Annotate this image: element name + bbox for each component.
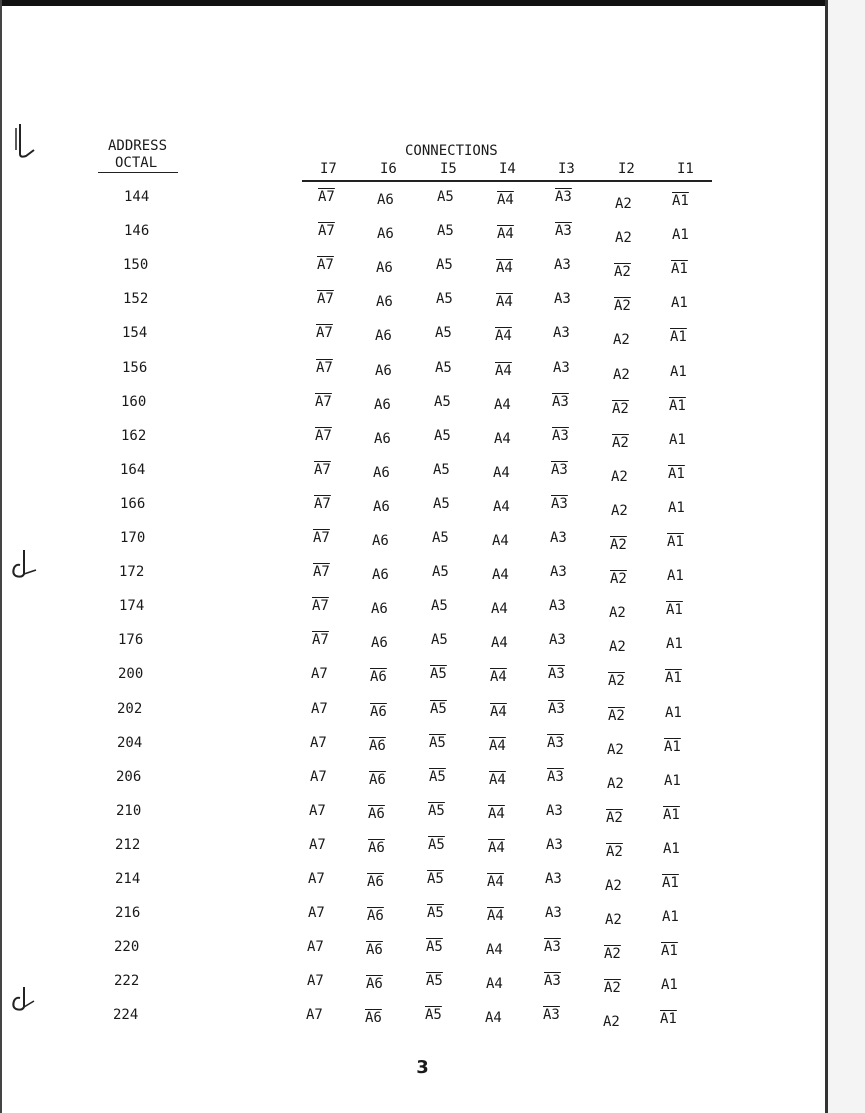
connection-cell-i1: A1 — [665, 705, 682, 721]
address-header-underline — [98, 172, 178, 173]
connection-cell-i5-inverted: A5 — [428, 837, 445, 853]
connection-cell-i1-inverted: A1 — [666, 602, 683, 618]
connection-cell-i3: A3 — [553, 325, 570, 341]
connection-cell-i1: A1 — [664, 773, 681, 789]
address-octal-cell: 222 — [114, 973, 140, 989]
connection-cell-i6: A6 — [374, 397, 391, 413]
connection-cell-i6-inverted: A6 — [365, 1010, 382, 1026]
connection-cell-i1: A1 — [671, 295, 688, 311]
connection-cell-i7: A7 — [311, 666, 328, 682]
address-octal-cell: 212 — [115, 837, 141, 853]
connection-cell-i2: A2 — [605, 912, 622, 928]
connection-cell-i2: A2 — [611, 503, 628, 519]
table-row — [0, 631, 820, 661]
connection-cell-i4-inverted: A4 — [490, 669, 507, 685]
address-octal-cell: 206 — [116, 769, 142, 785]
table-row — [0, 802, 820, 832]
connection-cell-i6: A6 — [377, 226, 394, 242]
connection-cell-i7-inverted: A7 — [316, 360, 333, 376]
binder-hole-mark-icon — [6, 120, 36, 162]
table-row — [0, 188, 820, 218]
table-row — [0, 870, 820, 900]
connection-cell-i6: A6 — [372, 533, 389, 549]
connection-cell-i5-inverted: A5 — [429, 769, 446, 785]
connection-cell-i7-inverted: A7 — [314, 462, 331, 478]
connection-cell-i4: A4 — [494, 431, 511, 447]
connection-cell-i5: A5 — [432, 564, 449, 580]
connection-cell-i5: A5 — [436, 257, 453, 273]
table-row — [0, 734, 820, 764]
connection-cell-i7: A7 — [308, 871, 325, 887]
connection-cell-i3: A3 — [549, 598, 566, 614]
column-header-i6: I6 — [380, 161, 397, 177]
address-octal-cell: 156 — [122, 360, 148, 376]
connection-cell-i7-inverted: A7 — [313, 530, 330, 546]
address-octal-cell: 224 — [113, 1007, 139, 1023]
connection-cell-i2: A2 — [609, 605, 626, 621]
address-octal-cell: 144 — [124, 189, 150, 205]
table-row — [0, 393, 820, 423]
connection-cell-i2: A2 — [613, 367, 630, 383]
connection-cell-i4: A4 — [494, 397, 511, 413]
table-row — [0, 563, 820, 593]
connection-cell-i2: A2 — [607, 776, 624, 792]
address-octal-cell: 172 — [119, 564, 145, 580]
connection-cell-i2: A2 — [613, 332, 630, 348]
connection-cell-i3: A3 — [546, 803, 563, 819]
connection-cell-i4: A4 — [486, 942, 503, 958]
connection-cell-i1-inverted: A1 — [672, 193, 689, 209]
connection-cell-i7-inverted: A7 — [312, 632, 329, 648]
connection-cell-i5: A5 — [437, 189, 454, 205]
table-row — [0, 529, 820, 559]
address-octal-cell: 202 — [117, 701, 143, 717]
connection-cell-i3: A3 — [545, 905, 562, 921]
connection-cell-i5-inverted: A5 — [430, 701, 447, 717]
connection-cell-i4: A4 — [485, 1010, 502, 1026]
connection-cell-i6-inverted: A6 — [368, 806, 385, 822]
connection-cell-i1-inverted: A1 — [664, 739, 681, 755]
connection-cell-i1-inverted: A1 — [661, 943, 678, 959]
table-row — [0, 359, 820, 389]
connection-cell-i3: A3 — [553, 360, 570, 376]
table-row — [0, 700, 820, 730]
connection-cell-i2-inverted: A2 — [604, 980, 621, 996]
connection-cell-i6-inverted: A6 — [370, 669, 387, 685]
connection-cell-i3-inverted: A3 — [547, 769, 564, 785]
connection-cell-i3-inverted: A3 — [551, 462, 568, 478]
connection-cell-i1: A1 — [672, 227, 689, 243]
connection-cell-i6: A6 — [376, 260, 393, 276]
connection-cell-i1: A1 — [669, 432, 686, 448]
connection-cell-i6: A6 — [371, 601, 388, 617]
connection-cell-i2-inverted: A2 — [608, 708, 625, 724]
connection-cell-i3-inverted: A3 — [555, 223, 572, 239]
table-row — [0, 972, 820, 1002]
connection-cell-i6: A6 — [373, 499, 390, 515]
connection-cell-i4: A4 — [492, 533, 509, 549]
connection-cell-i2-inverted: A2 — [606, 844, 623, 860]
connection-cell-i7: A7 — [310, 735, 327, 751]
connection-cell-i6: A6 — [375, 328, 392, 344]
table-row — [0, 324, 820, 354]
connection-cell-i2: A2 — [615, 196, 632, 212]
connection-cell-i5: A5 — [432, 530, 449, 546]
connection-cell-i4-inverted: A4 — [495, 363, 512, 379]
connection-cell-i5: A5 — [435, 360, 452, 376]
connection-cell-i3-inverted: A3 — [548, 701, 565, 717]
connection-cell-i3: A3 — [550, 564, 567, 580]
connection-cell-i5-inverted: A5 — [426, 939, 443, 955]
connection-cell-i7: A7 — [310, 769, 327, 785]
connection-cell-i1-inverted: A1 — [665, 670, 682, 686]
connection-cell-i7: A7 — [309, 803, 326, 819]
connection-cell-i5-inverted: A5 — [426, 973, 443, 989]
connection-cell-i5: A5 — [434, 428, 451, 444]
connection-cell-i4-inverted: A4 — [495, 328, 512, 344]
connection-cell-i5: A5 — [431, 632, 448, 648]
connection-cell-i5-inverted: A5 — [429, 735, 446, 751]
connection-cell-i6-inverted: A6 — [370, 704, 387, 720]
connection-cell-i2-inverted: A2 — [614, 298, 631, 314]
connection-cell-i7: A7 — [307, 939, 324, 955]
octal-header: OCTAL — [115, 155, 158, 171]
connection-cell-i2: A2 — [609, 639, 626, 655]
connection-cell-i6-inverted: A6 — [366, 976, 383, 992]
connection-cell-i4-inverted: A4 — [487, 908, 504, 924]
connection-cell-i1-inverted: A1 — [662, 875, 679, 891]
connection-cell-i4: A4 — [491, 635, 508, 651]
connection-cell-i3: A3 — [545, 871, 562, 887]
table-row — [0, 904, 820, 934]
connection-cell-i3-inverted: A3 — [555, 189, 572, 205]
connection-cell-i2: A2 — [605, 878, 622, 894]
address-header: ADDRESS — [108, 138, 168, 154]
address-octal-cell: 214 — [115, 871, 141, 887]
scan-margin-strip — [828, 0, 865, 1113]
address-octal-cell: 170 — [120, 530, 146, 546]
address-octal-cell: 220 — [114, 939, 140, 955]
connection-cell-i4: A4 — [486, 976, 503, 992]
connection-cell-i1: A1 — [663, 841, 680, 857]
connection-cell-i2: A2 — [615, 230, 632, 246]
connection-cell-i4: A4 — [492, 567, 509, 583]
connection-cell-i7-inverted: A7 — [313, 564, 330, 580]
connection-cell-i3-inverted: A3 — [547, 735, 564, 751]
connection-cell-i5-inverted: A5 — [425, 1007, 442, 1023]
address-octal-cell: 216 — [115, 905, 141, 921]
connection-cell-i1-inverted: A1 — [668, 466, 685, 482]
connection-cell-i7-inverted: A7 — [316, 325, 333, 341]
connection-cell-i7: A7 — [308, 905, 325, 921]
address-octal-cell: 162 — [121, 428, 147, 444]
connection-cell-i4-inverted: A4 — [489, 738, 506, 754]
connection-cell-i2: A2 — [611, 469, 628, 485]
connection-cell-i6: A6 — [377, 192, 394, 208]
connection-cell-i4: A4 — [493, 465, 510, 481]
connection-cell-i5: A5 — [434, 394, 451, 410]
connection-cell-i1-inverted: A1 — [669, 398, 686, 414]
connection-cell-i7-inverted: A7 — [317, 257, 334, 273]
connection-cell-i4-inverted: A4 — [488, 840, 505, 856]
connection-cell-i2-inverted: A2 — [610, 571, 627, 587]
address-octal-cell: 164 — [120, 462, 146, 478]
connection-cell-i4-inverted: A4 — [497, 192, 514, 208]
connection-cell-i1: A1 — [662, 909, 679, 925]
connection-cell-i1-inverted: A1 — [663, 807, 680, 823]
connection-cell-i5-inverted: A5 — [430, 666, 447, 682]
table-row — [0, 461, 820, 491]
connection-cell-i3-inverted: A3 — [552, 394, 569, 410]
connection-cell-i6-inverted: A6 — [367, 908, 384, 924]
connection-cell-i7-inverted: A7 — [318, 223, 335, 239]
address-octal-cell: 166 — [120, 496, 146, 512]
table-row — [0, 938, 820, 968]
connection-cell-i3: A3 — [554, 257, 571, 273]
connection-cell-i3-inverted: A3 — [552, 428, 569, 444]
connection-cell-i5: A5 — [437, 223, 454, 239]
address-octal-cell: 174 — [119, 598, 145, 614]
table-row — [0, 290, 820, 320]
connection-cell-i3-inverted: A3 — [543, 1007, 560, 1023]
connection-cell-i2-inverted: A2 — [612, 401, 629, 417]
connection-cell-i2-inverted: A2 — [604, 946, 621, 962]
connection-cell-i6-inverted: A6 — [369, 738, 386, 754]
connection-cell-i6: A6 — [374, 431, 391, 447]
column-header-i5: I5 — [440, 161, 457, 177]
table-row — [0, 836, 820, 866]
address-octal-cell: 176 — [118, 632, 144, 648]
connection-cell-i3-inverted: A3 — [544, 939, 561, 955]
address-octal-cell: 200 — [118, 666, 144, 682]
connection-cell-i1-inverted: A1 — [660, 1011, 677, 1027]
connection-cell-i7: A7 — [309, 837, 326, 853]
address-octal-cell: 150 — [123, 257, 149, 273]
connection-cell-i3: A3 — [546, 837, 563, 853]
connection-cell-i4-inverted: A4 — [490, 704, 507, 720]
connection-cell-i5: A5 — [435, 325, 452, 341]
connection-cell-i7: A7 — [311, 701, 328, 717]
address-octal-cell: 146 — [124, 223, 150, 239]
table-row — [0, 256, 820, 286]
table-row — [0, 1006, 820, 1036]
connection-cell-i7-inverted: A7 — [314, 496, 331, 512]
connection-cell-i4: A4 — [493, 499, 510, 515]
connection-cell-i1: A1 — [670, 364, 687, 380]
connection-cell-i7-inverted: A7 — [312, 598, 329, 614]
connection-cell-i1-inverted: A1 — [667, 534, 684, 550]
connection-cell-i2-inverted: A2 — [608, 673, 625, 689]
connection-cell-i7-inverted: A7 — [315, 428, 332, 444]
table-row — [0, 665, 820, 695]
column-header-i7: I7 — [320, 161, 337, 177]
connection-cell-i5-inverted: A5 — [427, 871, 444, 887]
connection-cell-i2: A2 — [607, 742, 624, 758]
column-header-i3: I3 — [558, 161, 575, 177]
connection-cell-i7-inverted: A7 — [315, 394, 332, 410]
connection-cell-i5: A5 — [436, 291, 453, 307]
connection-cell-i2-inverted: A2 — [614, 264, 631, 280]
connection-cell-i2-inverted: A2 — [610, 537, 627, 553]
address-octal-cell: 210 — [116, 803, 142, 819]
table-row — [0, 427, 820, 457]
connection-cell-i4-inverted: A4 — [487, 874, 504, 890]
connection-cell-i3-inverted: A3 — [548, 666, 565, 682]
connection-cell-i5: A5 — [431, 598, 448, 614]
connection-cell-i6-inverted: A6 — [367, 874, 384, 890]
connection-cell-i5-inverted: A5 — [427, 905, 444, 921]
connection-cell-i3: A3 — [554, 291, 571, 307]
connection-cell-i7-inverted: A7 — [317, 291, 334, 307]
top-border-rule — [0, 0, 825, 6]
connection-cell-i4-inverted: A4 — [497, 226, 514, 242]
connection-cell-i1: A1 — [667, 568, 684, 584]
connection-cell-i3-inverted: A3 — [544, 973, 561, 989]
connection-cell-i2-inverted: A2 — [612, 435, 629, 451]
connection-cell-i4-inverted: A4 — [496, 294, 513, 310]
connection-cell-i6: A6 — [371, 635, 388, 651]
address-octal-cell: 204 — [117, 735, 143, 751]
connections-header: CONNECTIONS — [405, 143, 498, 159]
connection-cell-i4: A4 — [491, 601, 508, 617]
connection-cell-i3: A3 — [550, 530, 567, 546]
address-octal-cell: 152 — [123, 291, 149, 307]
connection-cell-i6-inverted: A6 — [368, 840, 385, 856]
connection-cell-i5: A5 — [433, 496, 450, 512]
table-row — [0, 597, 820, 627]
column-header-i4: I4 — [499, 161, 516, 177]
connection-cell-i2: A2 — [603, 1014, 620, 1030]
connection-cell-i1-inverted: A1 — [670, 329, 687, 345]
connection-cell-i1: A1 — [661, 977, 678, 993]
address-octal-cell: 154 — [122, 325, 148, 341]
page-number: 3 — [416, 1057, 429, 1078]
connection-cell-i5-inverted: A5 — [428, 803, 445, 819]
connection-cell-i1: A1 — [666, 636, 683, 652]
connection-cell-i3: A3 — [549, 632, 566, 648]
connections-header-underline — [302, 180, 712, 182]
table-row — [0, 495, 820, 525]
connection-cell-i6-inverted: A6 — [366, 942, 383, 958]
connection-cell-i2-inverted: A2 — [606, 810, 623, 826]
table-row — [0, 222, 820, 252]
connection-cell-i4-inverted: A4 — [489, 772, 506, 788]
connection-cell-i4-inverted: A4 — [488, 806, 505, 822]
table-row — [0, 768, 820, 798]
connection-cell-i5: A5 — [433, 462, 450, 478]
connection-cell-i4-inverted: A4 — [496, 260, 513, 276]
column-header-i2: I2 — [618, 161, 635, 177]
connection-cell-i7: A7 — [307, 973, 324, 989]
connection-cell-i3-inverted: A3 — [551, 496, 568, 512]
connection-cell-i6: A6 — [375, 363, 392, 379]
connection-cell-i7: A7 — [306, 1007, 323, 1023]
connection-cell-i1-inverted: A1 — [671, 261, 688, 277]
connection-cell-i6: A6 — [373, 465, 390, 481]
address-octal-cell: 160 — [121, 394, 147, 410]
connection-cell-i6: A6 — [372, 567, 389, 583]
connection-cell-i6-inverted: A6 — [369, 772, 386, 788]
connection-cell-i7-inverted: A7 — [318, 189, 335, 205]
connection-cell-i6: A6 — [376, 294, 393, 310]
connection-cell-i1: A1 — [668, 500, 685, 516]
column-header-i1: I1 — [677, 161, 694, 177]
